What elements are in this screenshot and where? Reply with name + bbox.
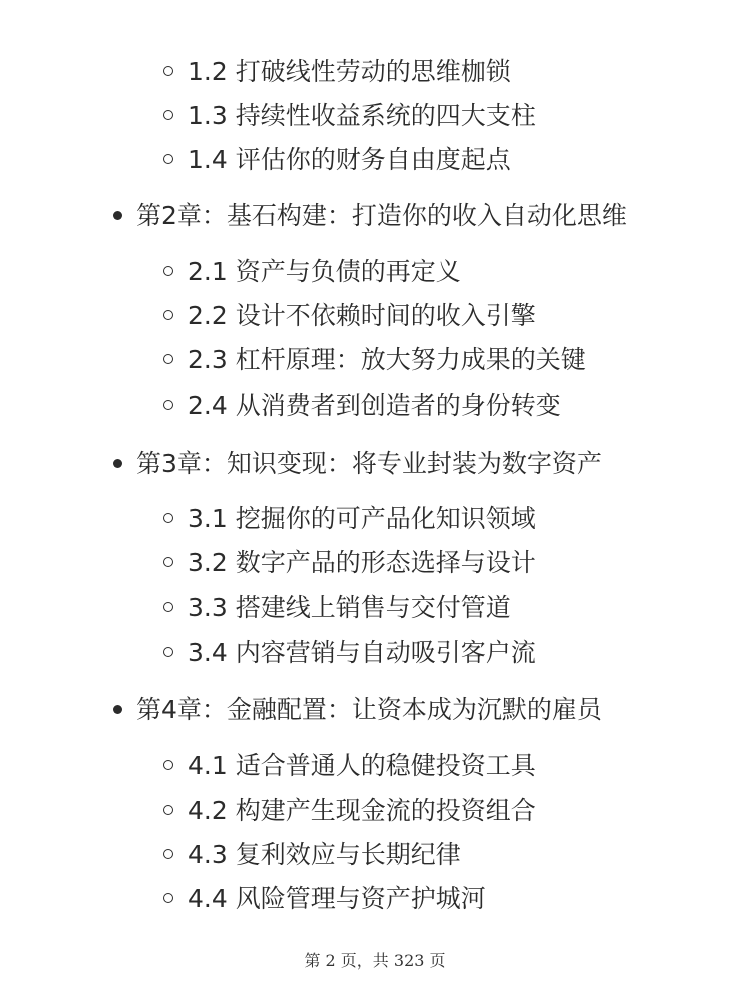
toc-entry-text: 2.3 杠杆原理：放大努力成果的关键	[188, 345, 586, 374]
toc-section-entry	[163, 637, 536, 669]
circle-bullet-icon	[163, 310, 173, 320]
toc-entry-text: 第4章：金融配置：让资本成为沉默的雇员	[136, 695, 602, 724]
toc-entry-text: 1.4 评估你的财务自由度起点	[188, 145, 511, 174]
circle-bullet-icon	[163, 805, 173, 815]
toc-section-entry	[163, 300, 536, 332]
toc-entry-text: 2.1 资产与负债的再定义	[188, 257, 461, 286]
toc-chapter-entry	[113, 694, 602, 726]
toc-entry-text: 3.4 内容营销与自动吸引客户流	[188, 638, 536, 667]
disc-bullet-icon	[113, 459, 122, 468]
toc-entry-text: 3.2 数字产品的形态选择与设计	[188, 548, 536, 577]
circle-bullet-icon	[163, 513, 173, 523]
toc-entry-text: 4.1 适合普通人的稳健投资工具	[188, 751, 536, 780]
toc-entry-text: 4.3 复利效应与长期纪律	[188, 840, 461, 869]
circle-bullet-icon	[163, 602, 173, 612]
toc-entry-text: 1.2 打破线性劳动的思维枷锁	[188, 57, 511, 86]
circle-bullet-icon	[163, 400, 173, 410]
toc-entry-text: 1.3 持续性收益系统的四大支柱	[188, 101, 536, 130]
toc-entry-text: 4.4 风险管理与资产护城河	[188, 884, 486, 913]
toc-entry-text: 3.3 搭建线上销售与交付管道	[188, 593, 511, 622]
toc-entry-text: 2.4 从消费者到创造者的身份转变	[188, 391, 561, 420]
toc-section-entry	[163, 883, 486, 915]
toc-section-entry	[163, 100, 536, 132]
toc-chapter-entry	[113, 200, 627, 232]
toc-section-entry	[163, 144, 511, 176]
toc-section-entry	[163, 547, 536, 579]
circle-bullet-icon	[163, 893, 173, 903]
circle-bullet-icon	[163, 760, 173, 770]
toc-section-entry	[163, 390, 561, 422]
disc-bullet-icon	[113, 211, 122, 220]
page-number-footer: 第 2 页，共 323 页	[304, 951, 446, 970]
toc-entry-text: 3.1 挖掘你的可产品化知识领域	[188, 504, 536, 533]
toc-section-entry	[163, 503, 536, 535]
toc-section-entry	[163, 750, 536, 782]
circle-bullet-icon	[163, 647, 173, 657]
toc-entry-text: 第3章：知识变现：将专业封装为数字资产	[136, 449, 602, 478]
toc-entry-text: 2.2 设计不依赖时间的收入引擎	[188, 301, 536, 330]
toc-section-entry	[163, 344, 586, 376]
disc-bullet-icon	[113, 705, 122, 714]
toc-section-entry	[163, 56, 511, 88]
circle-bullet-icon	[163, 110, 173, 120]
circle-bullet-icon	[163, 849, 173, 859]
toc-chapter-entry	[113, 448, 602, 480]
circle-bullet-icon	[163, 66, 173, 76]
toc-section-entry	[163, 592, 511, 624]
toc-entry-text: 第2章：基石构建：打造你的收入自动化思维	[136, 201, 627, 230]
toc-section-entry	[163, 256, 461, 288]
toc-section-entry	[163, 839, 461, 871]
circle-bullet-icon	[163, 557, 173, 567]
circle-bullet-icon	[163, 154, 173, 164]
circle-bullet-icon	[163, 266, 173, 276]
toc-entry-text: 4.2 构建产生现金流的投资组合	[188, 796, 536, 825]
toc-section-entry	[163, 795, 536, 827]
circle-bullet-icon	[163, 354, 173, 364]
